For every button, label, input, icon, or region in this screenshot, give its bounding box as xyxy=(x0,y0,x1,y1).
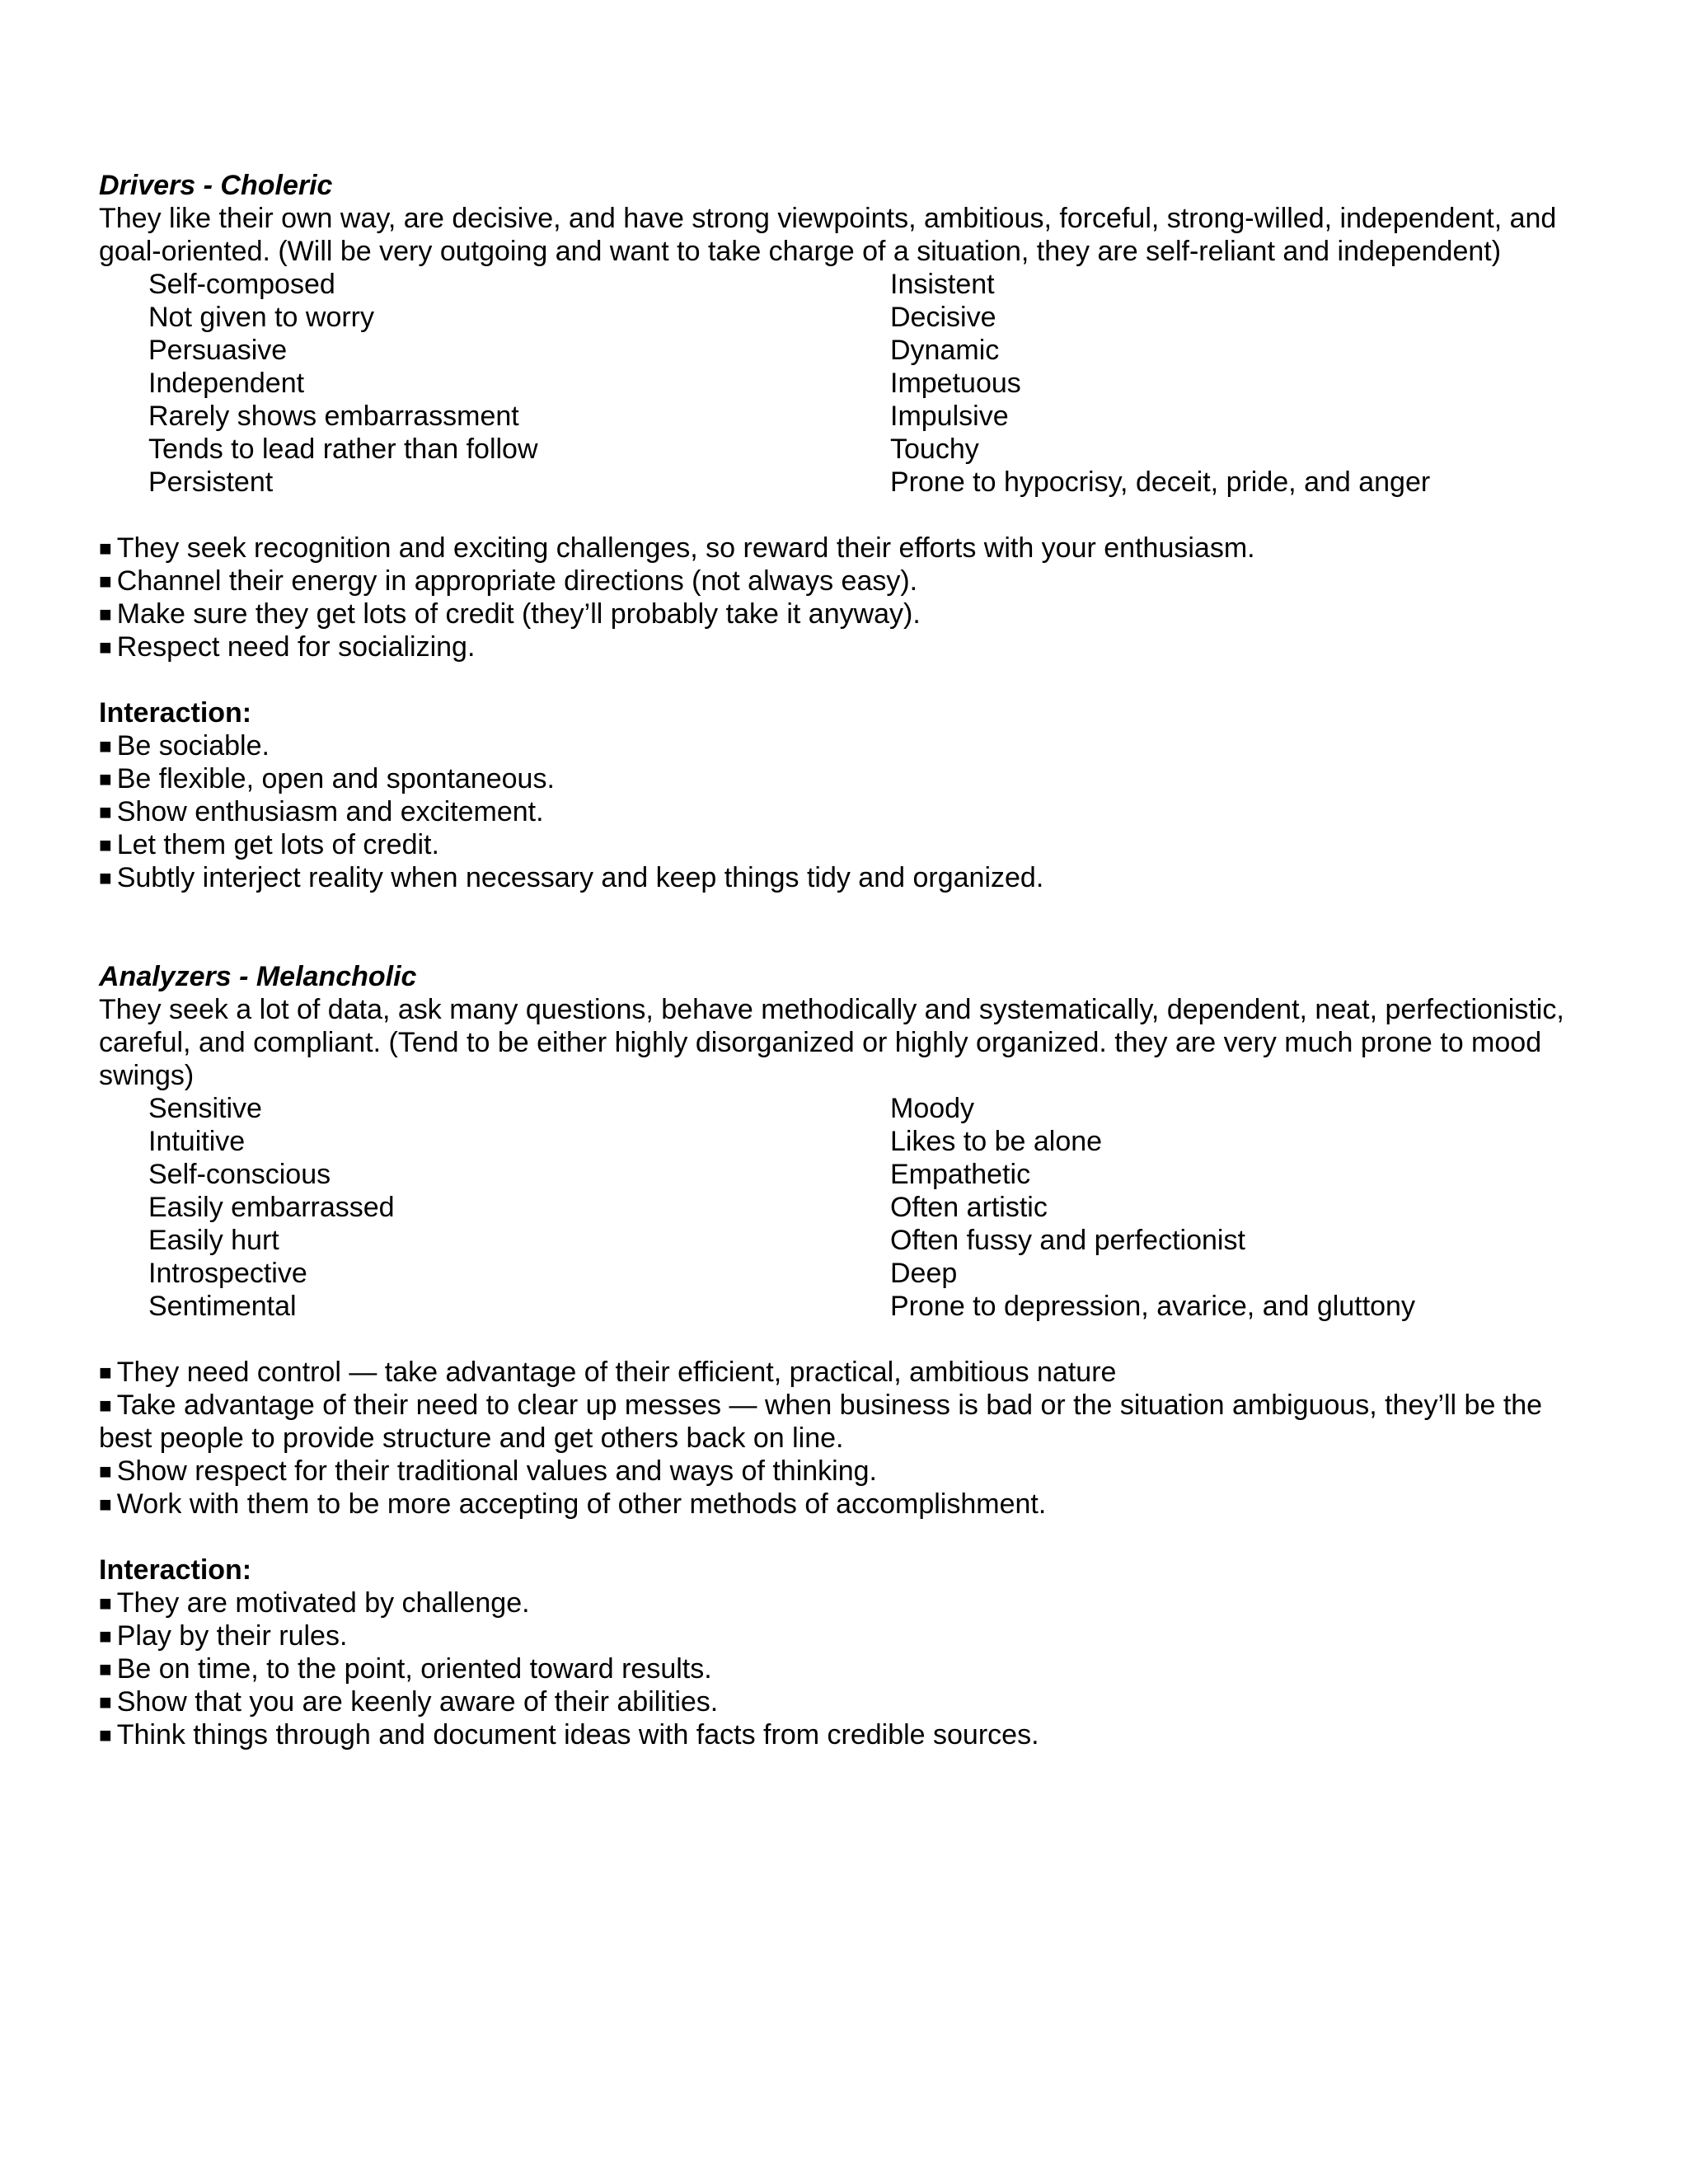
trait-item: Independent xyxy=(148,368,305,399)
trait-item: Deep xyxy=(890,1258,958,1289)
trait-item: Sensitive xyxy=(148,1093,262,1124)
trait-item: Moody xyxy=(890,1093,975,1124)
trait-columns xyxy=(99,268,1566,499)
trait-item: Decisive xyxy=(890,302,996,333)
square-bullet-icon: ■ xyxy=(99,569,112,593)
trait-item: Prone to depression, avarice, and gluttony xyxy=(890,1291,1415,1322)
list-item: ■ They are motivated by challenge. xyxy=(99,1587,530,1619)
trait-item: Impetuous xyxy=(890,368,1021,399)
trait-column-left xyxy=(99,1092,890,1323)
section-intro: They like their own way, are decisive, and have strong viewpoints, ambitious, forceful, strong-willed, independent, and goal-oriented. (Will be very outgoing and want to take charge of a situation, they are self-reliant and independent) xyxy=(99,203,1557,267)
interaction-heading: Interaction: xyxy=(99,697,252,729)
square-bullet-icon: ■ xyxy=(99,766,112,791)
interaction-list xyxy=(99,1586,1566,1751)
list-item: ■ They need control — take advantage of their efficient, practical, ambitious nature xyxy=(99,1357,1117,1388)
list-item: ■ Be on time, to the point, oriented toward results. xyxy=(99,1653,712,1685)
list-item: ■ Play by their rules. xyxy=(99,1620,348,1652)
list-item: ■ Subtly interject reality when necessary and keep things tidy and organized. xyxy=(99,862,1044,893)
trait-item: Often artistic xyxy=(890,1192,1048,1223)
square-bullet-icon: ■ xyxy=(99,865,112,890)
list-item: ■ Show respect for their traditional values and ways of thinking. xyxy=(99,1455,877,1487)
trait-item: Self-composed xyxy=(148,269,335,300)
list-item: ■ Show enthusiasm and excitement. xyxy=(99,796,544,827)
trait-item: Likes to be alone xyxy=(890,1126,1103,1157)
section-title: Analyzers - Melancholic xyxy=(99,961,417,992)
trait-item: Easily embarrassed xyxy=(148,1192,395,1223)
trait-item: Often fussy and perfectionist xyxy=(890,1225,1245,1256)
square-bullet-icon: ■ xyxy=(99,602,112,626)
list-item: ■ Show that you are keenly aware of their abilities. xyxy=(99,1686,719,1718)
list-item: ■ Be flexible, open and spontaneous. xyxy=(99,763,555,794)
square-bullet-icon: ■ xyxy=(99,1393,112,1418)
square-bullet-icon: ■ xyxy=(99,799,112,824)
trait-column-left xyxy=(99,268,890,499)
square-bullet-icon: ■ xyxy=(99,733,112,758)
square-bullet-icon: ■ xyxy=(99,1459,112,1483)
square-bullet-icon: ■ xyxy=(99,635,112,659)
list-item: ■ Work with them to be more accepting of other methods of accomplishment. xyxy=(99,1488,1047,1520)
trait-item: Insistent xyxy=(890,269,995,300)
square-bullet-icon: ■ xyxy=(99,1591,112,1615)
trait-item: Impulsive xyxy=(890,401,1009,432)
trait-item: Dynamic xyxy=(890,335,1000,366)
trait-item: Not given to worry xyxy=(148,302,374,333)
trait-item: Tends to lead rather than follow xyxy=(148,434,538,465)
trait-column-right xyxy=(890,268,1566,499)
square-bullet-icon: ■ xyxy=(99,1657,112,1681)
trait-item: Self-conscious xyxy=(148,1159,331,1190)
square-bullet-icon: ■ xyxy=(99,1360,112,1385)
interaction-list xyxy=(99,729,1566,894)
section-intro: They seek a lot of data, ask many questions, behave methodically and systematically, dependent, neat, perfectionistic, careful, and compliant. (Tend to be either highly disorganized or highly organized. they are very much prone to mood swings) xyxy=(99,994,1564,1091)
square-bullet-icon: ■ xyxy=(99,832,112,857)
square-bullet-icon: ■ xyxy=(99,1690,112,1714)
list-item: ■ They seek recognition and exciting challenges, so reward their efforts with your enthusiasm. xyxy=(99,532,1255,564)
list-item: ■ Respect need for socializing. xyxy=(99,631,476,663)
trait-column-right xyxy=(890,1092,1566,1323)
list-item: ■ Let them get lots of credit. xyxy=(99,829,439,860)
trait-item: Easily hurt xyxy=(148,1225,279,1256)
list-item: ■ Think things through and document ideas with facts from credible sources. xyxy=(99,1719,1039,1750)
list-item: ■ Channel their energy in appropriate directions (not always easy). xyxy=(99,565,918,597)
square-bullet-icon: ■ xyxy=(99,1492,112,1516)
trait-columns xyxy=(99,1092,1566,1323)
list-item: ■ Make sure they get lots of credit (they’ll probably take it anyway). xyxy=(99,598,921,630)
trait-item: Empathetic xyxy=(890,1159,1031,1190)
square-bullet-icon: ■ xyxy=(99,1624,112,1648)
bullet-list xyxy=(99,532,1566,663)
section-title: Drivers - Choleric xyxy=(99,170,333,201)
trait-item: Rarely shows embarrassment xyxy=(148,401,519,432)
trait-item: Persuasive xyxy=(148,335,288,366)
trait-item: Intuitive xyxy=(148,1126,246,1157)
trait-item: Prone to hypocrisy, deceit, pride, and anger xyxy=(890,466,1431,498)
section-drivers xyxy=(99,169,1566,894)
trait-item: Persistent xyxy=(148,466,274,498)
square-bullet-icon: ■ xyxy=(99,536,112,560)
section-analyzers xyxy=(99,960,1566,1751)
list-item: ■ Be sociable. xyxy=(99,730,270,762)
square-bullet-icon: ■ xyxy=(99,1722,112,1747)
trait-item: Touchy xyxy=(890,434,979,465)
trait-item: Sentimental xyxy=(148,1291,297,1322)
document-page xyxy=(99,169,1566,1751)
list-item: ■ Take advantage of their need to clear up messes — when business is bad or the situation ambiguous, they’ll be the best people to provide structure and get others back on line. xyxy=(99,1390,1543,1454)
interaction-heading: Interaction: xyxy=(99,1554,252,1586)
trait-item: Introspective xyxy=(148,1258,307,1289)
bullet-list xyxy=(99,1356,1566,1521)
